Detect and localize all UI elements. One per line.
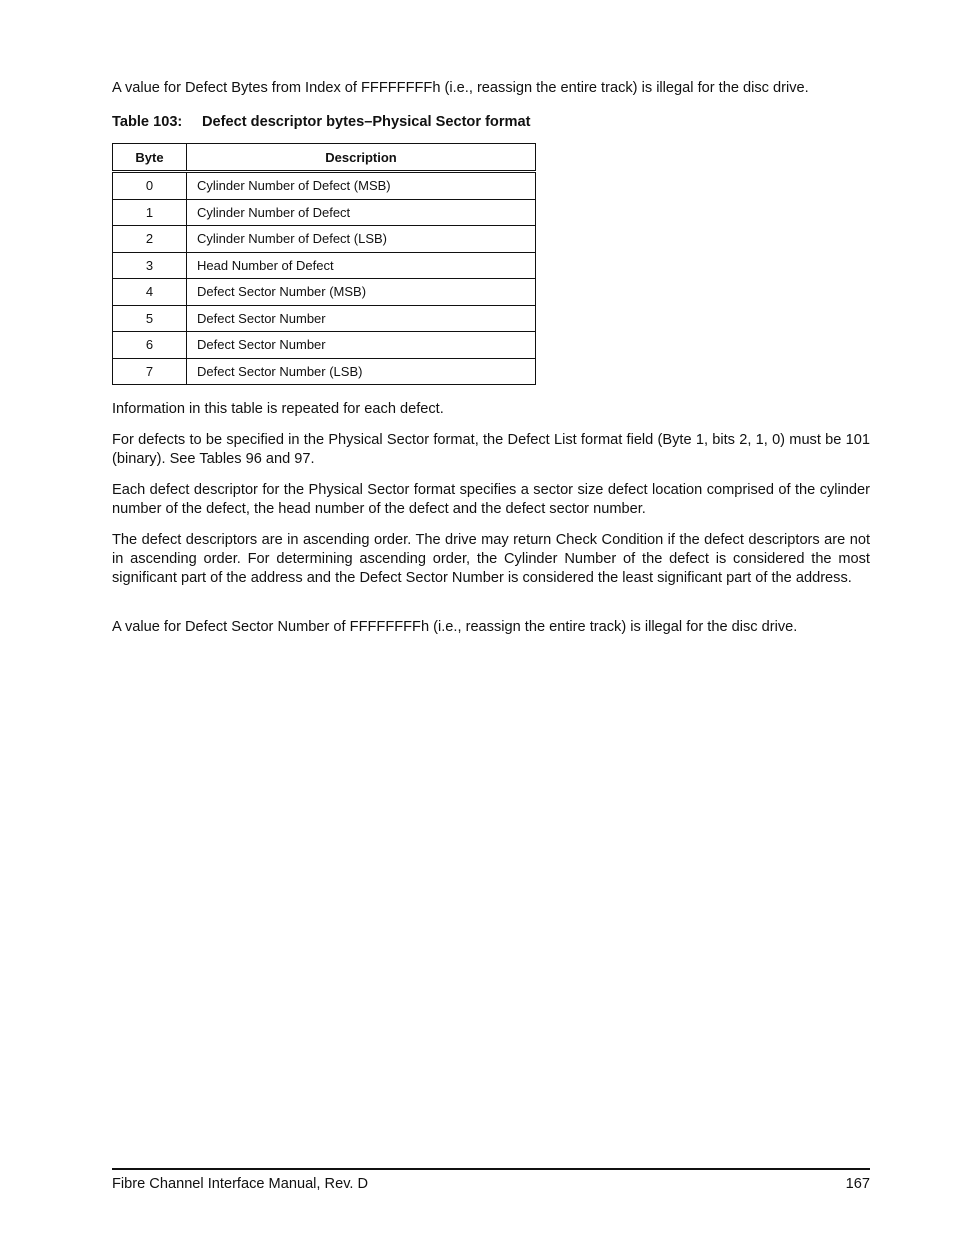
byte-cell: 6	[113, 332, 187, 359]
byte-cell: 0	[113, 172, 187, 200]
description-cell: Cylinder Number of Defect (LSB)	[187, 226, 536, 253]
description-cell: Defect Sector Number (LSB)	[187, 358, 536, 385]
table-row	[113, 199, 536, 226]
table-row	[113, 252, 536, 279]
table-row	[113, 172, 536, 200]
footer-title: Fibre Channel Interface Manual, Rev. D	[112, 1176, 369, 1192]
table-row	[113, 332, 536, 359]
header-byte: Byte	[113, 144, 187, 172]
document-page	[112, 0, 870, 1235]
description-cell: Defect Sector Number	[187, 332, 536, 359]
table-header-row	[113, 144, 536, 172]
byte-cell: 7	[113, 358, 187, 385]
byte-cell: 1	[113, 199, 187, 226]
defect-descriptor-table	[112, 143, 536, 385]
table-row	[113, 305, 536, 332]
page-number: 167	[845, 1176, 870, 1192]
footer-divider	[112, 1168, 870, 1170]
description-cell: Head Number of Defect	[187, 252, 536, 279]
table-title: Defect descriptor bytes–Physical Sector format	[202, 114, 531, 130]
header-description: Description	[187, 144, 536, 172]
table-row	[113, 226, 536, 253]
byte-cell: 2	[113, 226, 187, 253]
body-paragraph-4: The defect descriptors are in ascending order. The drive may return Check Condition if the defect descriptors are not in ascending order. For determining ascending order, the Cylinder Number of the defect is considered the most significant part of the address and the Defect Sector Number is considered the least significant part of the address.	[112, 532, 870, 586]
table-caption	[112, 114, 530, 130]
description-cell: Defect Sector Number (MSB)	[187, 279, 536, 306]
byte-cell: 3	[113, 252, 187, 279]
body-paragraph-2: For defects to be specified in the Physical Sector format, the Defect List format field (Byte 1, bits 2, 1, 0) must be 101 (binary). See Tables 96 and 97.	[112, 432, 870, 467]
body-paragraph-3: Each defect descriptor for the Physical Sector format specifies a sector size defect location comprised of the cylinder number of the defect, the head number of the defect and the defect sector number.	[112, 482, 870, 517]
table-row	[113, 358, 536, 385]
table-number: Table 103:	[112, 114, 183, 130]
byte-cell: 4	[113, 279, 187, 306]
description-cell: Cylinder Number of Defect	[187, 199, 536, 226]
intro-paragraph: A value for Defect Bytes from Index of FFFFFFFFh (i.e., reassign the entire track) is illegal for the disc drive.	[112, 80, 809, 96]
description-cell: Defect Sector Number	[187, 305, 536, 332]
description-cell: Cylinder Number of Defect (MSB)	[187, 172, 536, 200]
body-paragraph-5: A value for Defect Sector Number of FFFFFFFFh (i.e., reassign the entire track) is illegal for the disc drive.	[112, 619, 798, 635]
byte-cell: 5	[113, 305, 187, 332]
table-row	[113, 279, 536, 306]
body-paragraph-1: Information in this table is repeated for each defect.	[112, 401, 444, 417]
